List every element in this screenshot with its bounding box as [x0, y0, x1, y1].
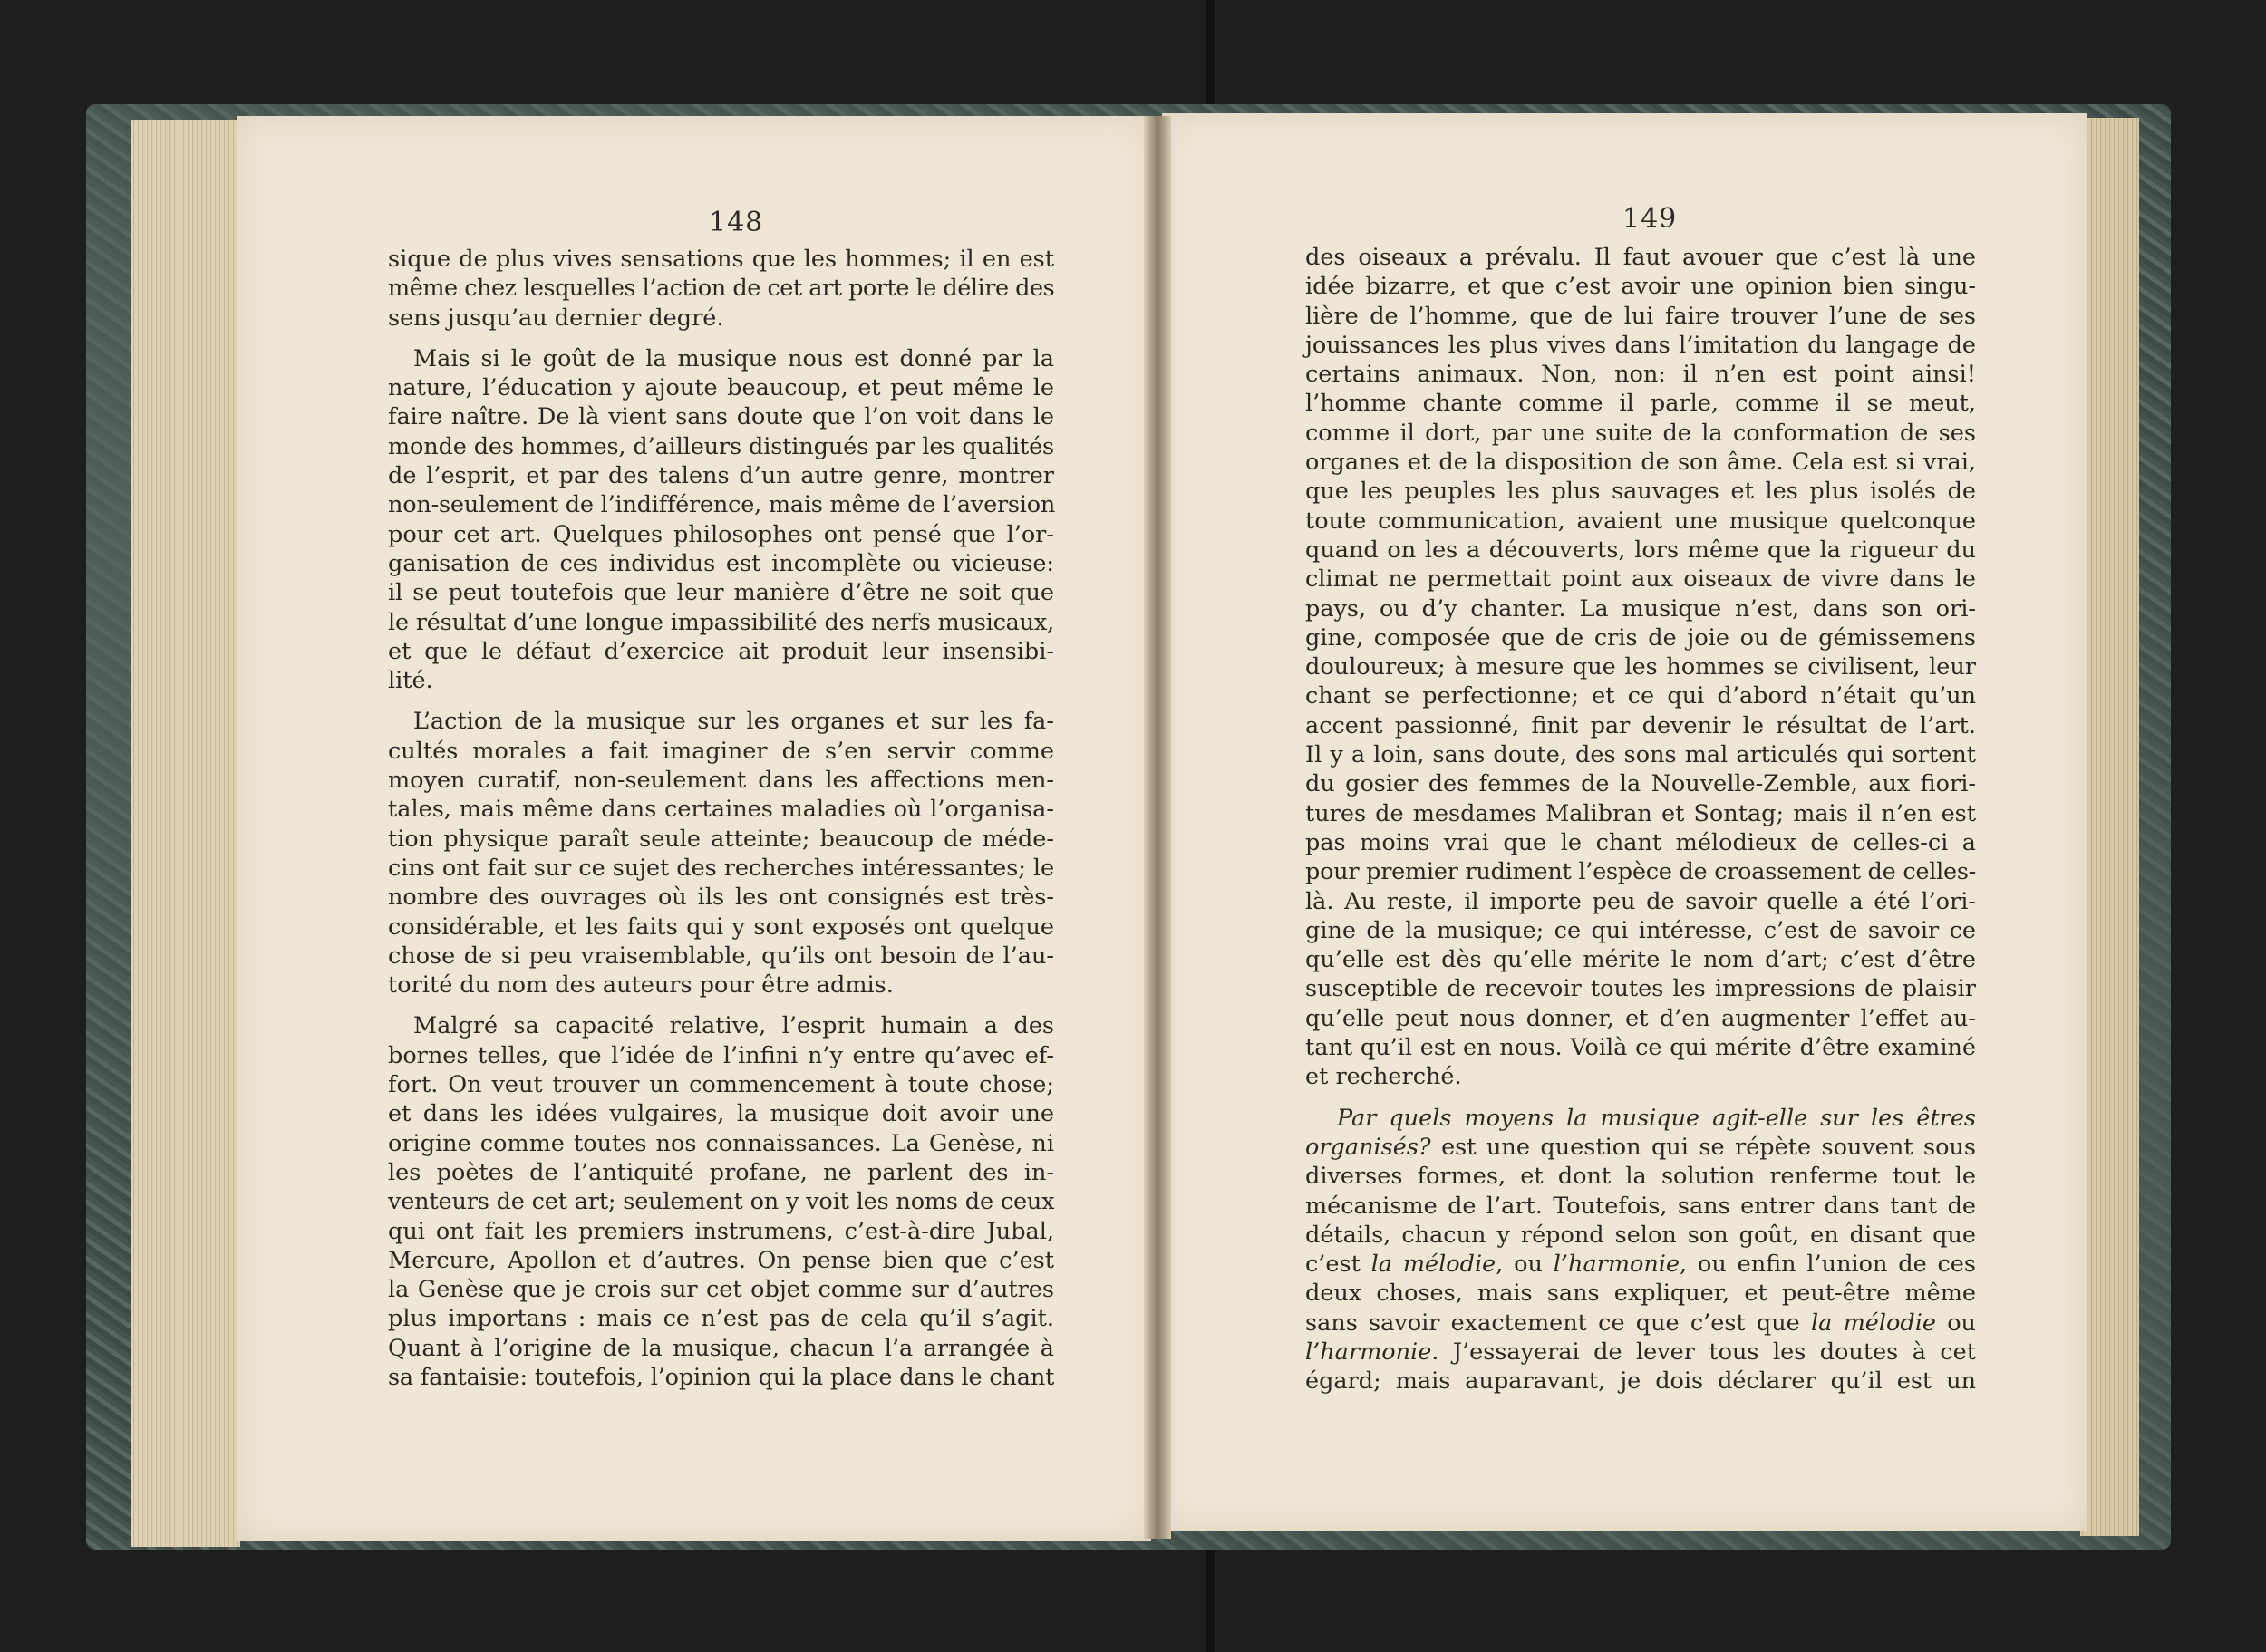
text-line: l’homme chante comme il parle, comme il se meut,: [1305, 390, 1976, 418]
left-page-edges: [131, 120, 240, 1547]
text-line: moyen curatif, non-seulement dans les affections men-: [388, 767, 1054, 795]
text-line: qu’elle est dès qu’elle mérite le nom d’art; c’est d’être: [1305, 946, 1976, 974]
text-line: Mercure, Apollon et d’autres. On pense bien que c’est: [388, 1246, 1054, 1274]
text-line: pour premier rudiment l’espèce de croassement de celles-: [1305, 858, 1977, 886]
italic-text: la mélodie: [1811, 1309, 1936, 1337]
text-line: le résultat d’une longue impassibilité des nerfs musicaux,: [388, 608, 1055, 636]
text-line: sique de plus vives sensations que les hommes; il en est: [388, 246, 1054, 273]
text-line: mécanisme de l’art. Toutefois, sans entrer dans tant de: [1305, 1192, 1976, 1220]
text-segment: . J’essayerai de lever tous les doutes à cet: [1431, 1338, 1976, 1366]
text-line: certains animaux. Non, non: il n’en est point ainsi!: [1305, 361, 1976, 389]
text-line: pays, ou d’y chanter. La musique n’est, dans son ori-: [1305, 594, 1976, 623]
text-line: et recherché.: [1305, 1063, 1462, 1091]
text-line: Il y a loin, sans doute, des sons mal articulés qui sortent: [1305, 741, 1976, 769]
text-line: que les peuples les plus sauvages et les plus isolés de: [1305, 478, 1976, 506]
text-line: quand on les a découverts, lors même que la rigueur du: [1305, 536, 1976, 564]
text-line: comme il dort, par une suite de la conformation de ses: [1305, 419, 1976, 447]
text-line: tures de mesdames Malibran et Sontag; mais il n’en est: [1305, 799, 1976, 827]
text-line: nombre des ouvrages où ils les ont consignés est très-: [388, 884, 1054, 912]
text-line: climat ne permettait point aux oiseaux de vivre dans le: [1305, 565, 1976, 594]
book-gutter: [1144, 116, 1171, 1539]
text-line: il se peut toutefois que leur manière d’être ne soit que: [388, 579, 1054, 607]
page-number-left: 148: [709, 207, 764, 238]
text-line: [1305, 1250, 1976, 1279]
text-line: non-seulement de l’indifférence, mais même de l’aversion: [388, 491, 1056, 519]
text-line: gine de la musique; ce qui intéresse, c’est de savoir ce: [1305, 916, 1976, 944]
text-line: [1305, 1104, 1976, 1133]
text-line: idée bizarre, et que c’est avoir une opinion bien singu-: [1305, 273, 1976, 301]
text-line: [1305, 1309, 1976, 1338]
text-line: ganisation de ces individus est incomplète ou vicieuse:: [388, 549, 1054, 577]
text-line: lité.: [388, 667, 433, 695]
text-line: [1305, 1133, 1976, 1162]
text-line: Quant à l’origine de la musique, chacun l’a arrangée à: [388, 1334, 1054, 1362]
text-line: douloureux; à mesure que les hommes se civilisent, leur: [1305, 653, 1976, 681]
text-line: des oiseaux a prévalu. Il faut avouer que c’est là une: [1305, 244, 1976, 271]
text-line: tion physique paraît seule atteinte; beaucoup de méde-: [388, 825, 1054, 853]
text-line: tales, mais même dans certaines maladies où l’organisa-: [388, 796, 1054, 824]
page-number-right: 149: [1622, 203, 1678, 235]
italic-text: organisés?: [1305, 1133, 1431, 1161]
text-line: Malgré sa capacité relative, l’esprit humain a des: [413, 1012, 1054, 1040]
italic-text: Par quels moyens la musique agit-elle sur les êtres: [1337, 1104, 1976, 1132]
text-line: susceptible de recevoir toutes les impressions de plaisir: [1305, 975, 1976, 1003]
text-line: torité du nom des auteurs pour être admis.: [388, 971, 894, 1000]
text-line: accent passionné, finit par devenir le résultat de l’art.: [1305, 711, 1976, 739]
text-line: pas moins vrai que le chant mélodieux de celles-ci a: [1305, 828, 1976, 856]
text-line: faire naître. De là vient sans doute que l’on voit dans le: [388, 403, 1054, 431]
text-line: deux choses, mais sans expliquer, et peut-être même: [1305, 1280, 1976, 1308]
italic-text: l’harmonie: [1553, 1251, 1680, 1279]
text-line: et dans les idées vulgaires, la musique doit avoir une: [388, 1100, 1054, 1128]
left-page-text: [388, 245, 1054, 1392]
text-line: les poètes de l’antiquité profane, ne parlent des in-: [388, 1158, 1054, 1186]
text-segment: sans savoir exactement ce que c’est que: [1305, 1309, 1811, 1337]
text-line: gine, composée que de cris de joie ou de gémissemens: [1305, 623, 1976, 652]
text-line: tant qu’il est en nous. Voilà ce qui mérite d’être examiné: [1305, 1034, 1976, 1062]
text-line: plus importans : mais ce n’est pas de cela qu’il s’agit.: [388, 1305, 1054, 1333]
text-line: Mais si le goût de la musique nous est donné par la: [413, 344, 1054, 372]
text-line: détails, chacun y répond selon son goût, en disant que: [1305, 1221, 1976, 1249]
text-segment: ou: [1935, 1309, 1976, 1337]
text-line: bornes telles, que l’idée de l’infini n’y entre qu’avec ef-: [388, 1041, 1054, 1069]
text-segment: , ou: [1496, 1251, 1554, 1279]
text-line: fort. On veut trouver un commencement à toute chose;: [388, 1071, 1054, 1099]
text-line: lière de l’homme, que de lui faire trouver l’une de ses: [1305, 302, 1976, 330]
text-line: égard; mais auparavant, je dois déclarer qu’il est un: [1305, 1367, 1976, 1396]
text-line: chose de si peu vraisemblable, qu’ils ont besoin de l’au-: [388, 942, 1054, 970]
text-line: monde des hommes, d’ailleurs distingués par les qualités: [388, 432, 1054, 460]
text-line: chant se perfectionne; et ce qui d’abord n’était qu’un: [1305, 682, 1976, 710]
text-segment: , ou enfin l’union de ces: [1680, 1251, 1976, 1279]
text-line: organes et de la disposition de son âme. Cela est si vrai,: [1305, 449, 1976, 477]
text-segment: c’est: [1305, 1251, 1371, 1279]
text-line: [1305, 1338, 1976, 1367]
text-line: sa fantaisie: toutefois, l’opinion qui la place dans le chant: [388, 1363, 1055, 1391]
text-line: nature, l’éducation y ajoute beaucoup, et peut même le: [388, 374, 1054, 402]
text-line: considérable, et les faits qui y sont exposés ont quelque: [388, 913, 1054, 941]
italic-text: la mélodie: [1370, 1251, 1496, 1279]
text-segment: est une question qui se répète souvent sous: [1430, 1133, 1976, 1161]
text-line: là. Au reste, il importe peu de savoir quelle a été l’ori-: [1305, 887, 1976, 915]
right-page-edges: [2080, 118, 2139, 1536]
text-line: cins ont fait sur ce sujet des recherches intéressantes; le: [388, 854, 1054, 882]
text-line: sens jusqu’au dernier degré.: [388, 304, 724, 332]
text-line: diverses formes, et dont la solution renferme tout le: [1305, 1163, 1976, 1191]
text-line: venteurs de cet art; seulement on y voit les noms de ceux: [388, 1188, 1055, 1216]
text-line: et que le défaut d’exercice ait produit leur insensibi-: [388, 637, 1054, 665]
italic-text: l’harmonie: [1305, 1338, 1432, 1366]
text-line: de l’esprit, et par des talens d’un autre genre, montrer: [388, 462, 1054, 490]
text-line: la Genèse que je crois sur cet objet comme sur d’autres: [388, 1276, 1054, 1304]
text-line: pour cet art. Quelques philosophes ont pensé que l’or-: [388, 520, 1054, 548]
text-line: qu’elle peut nous donner, et d’en augmenter l’effet au-: [1305, 1004, 1976, 1032]
text-line: du gosier des femmes de la Nouvelle-Zemble, aux fiori-: [1305, 770, 1976, 798]
text-line: L’action de la musique sur les organes et sur les fa-: [413, 708, 1054, 736]
text-line: même chez lesquelles l’action de cet art porte le délire des: [388, 275, 1055, 303]
text-line: origine comme toutes nos connaissances. La Genèse, ni: [388, 1129, 1054, 1157]
text-line: qui ont fait les premiers instrumens, c’est-à-dire Jubal,: [388, 1217, 1054, 1245]
text-line: jouissances les plus vives dans l’imitation du langage de: [1305, 331, 1976, 359]
text-line: cultés morales a fait imaginer de s’en servir comme: [388, 737, 1054, 765]
right-page-text: [1305, 243, 1976, 1396]
text-line: toute communication, avaient une musique quelconque: [1305, 507, 1976, 535]
